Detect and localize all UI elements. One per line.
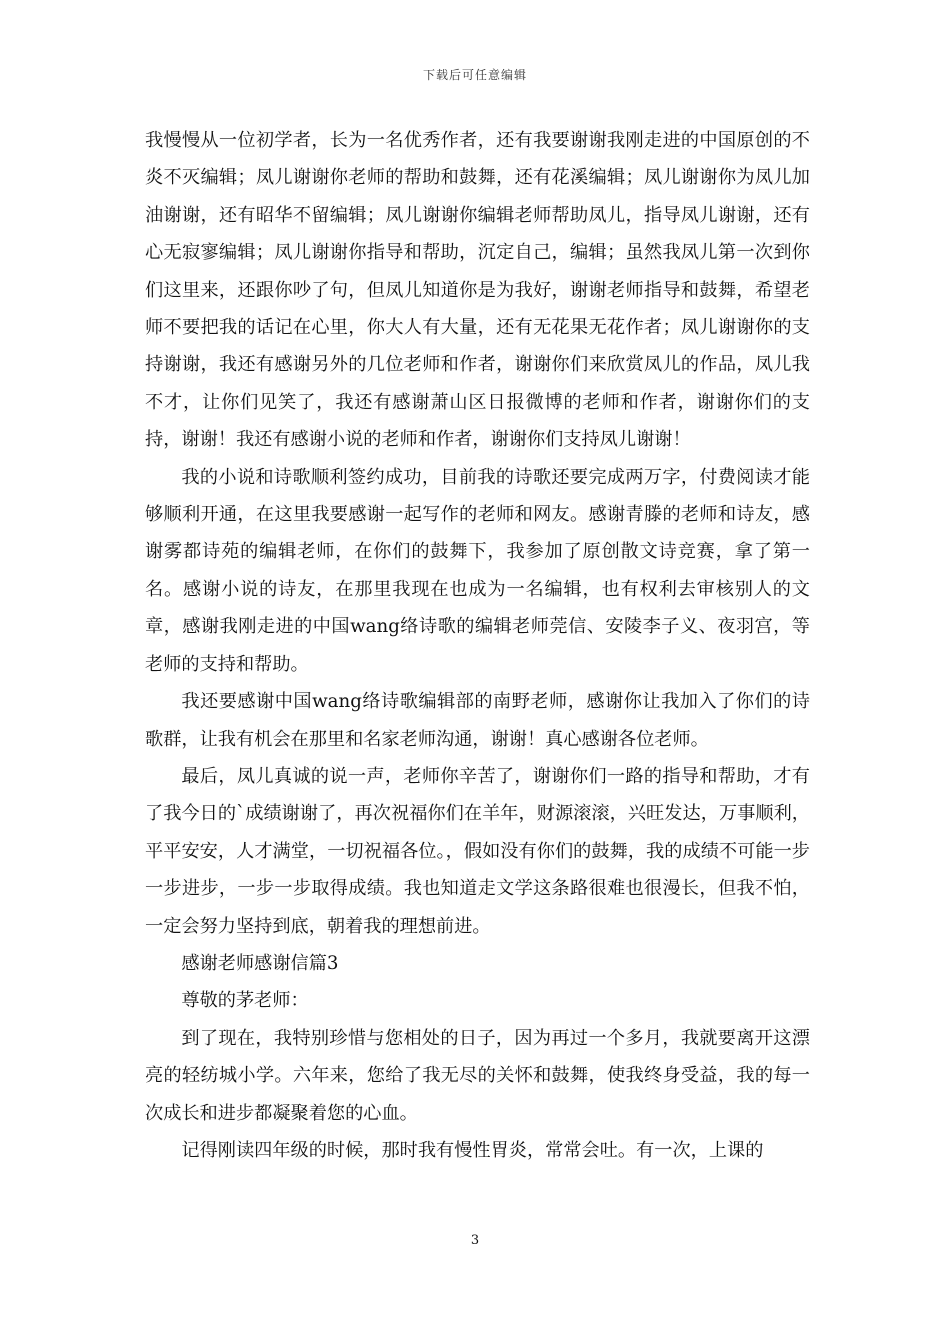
- page-number: 3: [470, 1233, 480, 1248]
- salutation: 尊敬的茅老师：: [181, 990, 309, 1012]
- paragraph-closing: 最后，凤儿真诚的说一声，老师你辛苦了，谢谢你们一路的指导和帮助，才有了我今日的`成绩谢谢了，再次祝福你们在羊年，财源滚滚，兴旺发达，万事顺利，平平安安，人才满堂，一切祝福各位。，假如没有你们的鼓舞，我的成绩不可能一步一步进步，一步一步取得成绩。我也知道走文学这条路很难也很漫长，但我不怕，一定会努力坚持到底，朝着我的理想前进。: [145, 765, 810, 937]
- paragraph-continued: 我慢慢从一位初学者，长为一名优秀作者，还有我要谢谢我刚走进的中国原创的不炎不灭编辑；凤儿谢谢你老师的帮助和鼓舞，还有花溪编辑；凤儿谢谢你为凤儿加油谢谢，还有昭华不留编辑；凤儿谢谢你编辑老师帮助凤儿，指导凤儿谢谢，还有心无寂寥编辑；凤儿谢谢你指导和帮助，沉定自己，编辑；虽然我凤儿第一次到你们这里来，还跟你吵了句，但凤儿知道你是为我好，谢谢老师指导和鼓舞，希望老师不要把我的话记在心里，你大人有大量，还有无花果无花作者；凤儿谢谢你的支持谢谢，我还有感谢另外的几位老师和作者，谢谢你们来欣赏凤儿的作品，凤儿我不才，让你们见笑了，我还有感谢萧山区日报微博的老师和作者，谢谢你们的支持，谢谢！我还有感谢小说的老师和作者，谢谢你们支持凤儿谢谢！: [145, 130, 810, 451]
- paragraph-memory: 记得刚读四年级的时候，那时我有慢性胃炎，常常会吐。有一次，上课的: [181, 1139, 764, 1161]
- paragraph-thanks-editor: 我还要感谢中国wang络诗歌编辑部的南野老师，感谢你让我加入了你们的诗歌群，让我有机会在那里和名家老师沟通，谢谢！真心感谢各位老师。: [145, 691, 810, 750]
- paragraph-novel-poetry: 我的小说和诗歌顺利签约成功，目前我的诗歌还要完成两万字，付费阅读才能够顺利开通，在这里我要感谢一起写作的老师和网友。感谢青滕的老师和诗友，感谢雾都诗苑的编辑老师，在你们的鼓舞下，我参加了原创散文诗竞赛，拿了第一名。感谢小说的诗友，在那里我现在也成为一名编辑，也有权利去审核别人的文章，感谢我刚走进的中国wang络诗歌的编辑老师莞信、安陵李子义、夜羽宫，等老师的支持和帮助。: [145, 466, 810, 675]
- paragraph-intro: 到了现在，我特别珍惜与您相处的日子，因为再过一个多月，我就要离开这漂亮的轻纺城小学。六年来，您给了我无尽的关怀和鼓舞，使我终身受益，我的每一次成长和进步都凝聚着您的心血。: [145, 1027, 810, 1124]
- page-header: 下载后可任意编辑: [422, 68, 527, 82]
- section-heading: 感谢老师感谢信篇3: [181, 952, 339, 974]
- document-body: [145, 122, 810, 1169]
